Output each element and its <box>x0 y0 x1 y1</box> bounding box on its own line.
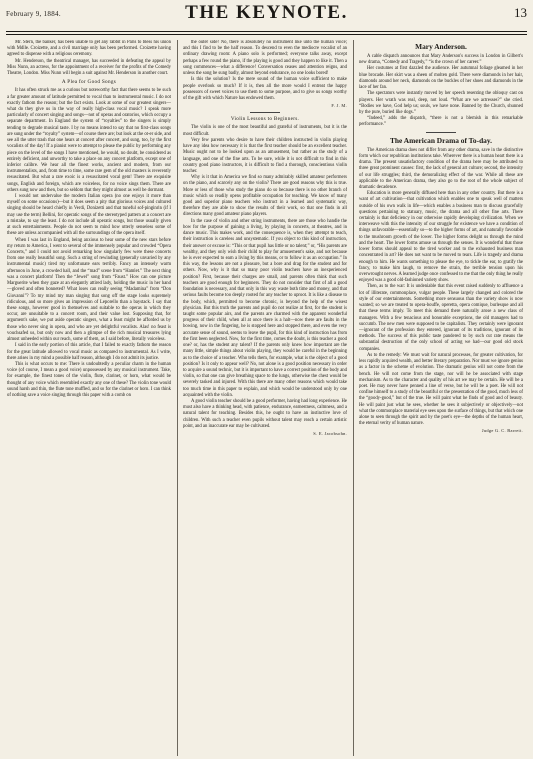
author-byline: S. E. Jacobsohn. <box>313 431 347 437</box>
masthead <box>6 2 527 28</box>
masthead-rule-top <box>6 31 527 32</box>
column-2 <box>183 40 347 756</box>
article-paragraph: Why is it that in America we find so many admirably skilled amateur performers on the piano, and scarcely any on the violin? There are good reasons why this is true. More or less of those who study the piano do so because there is no other branch of music which so readily opens profitable occupation for teaching. We know of many good and superior piano teachers who instruct in a learned and systematic way, therefore they are able to show the results of their work, so that one finds in all directions many good amateur piano players. <box>183 175 347 218</box>
column-divider <box>177 40 178 756</box>
article-paragraph: When I was last in England, being anxious to hear some of the new stars before my return to America, I went to several of the immensely popular and crowded “Opera Concerts,” and I could not avoid remarking how singularly few were these concerts from one really beautiful song. Such a string of rewinding (generally unvaried by any instrumental music) tired my unfortunate ears terribly. Fancy an intensely warm afternoon in June, a crowded hall, and the “mad” scene from “Hamlet.” The next thing was a concert platform! Then the “Jewel” song from “Faust.” How can one picture Marguerite when they gaze at an elegantly attired lady, holding the music in her hand—gloved and often bonneted? What loses can really seeing “Madamina” from “Don Giovanni”? To my mind my man singing that song off the stage looks supremely ridiculous, and so more gives an impression of Leporello than a baystack. I say that these songs, however good in themselves and suitable to the operas in which they occur, are unsuitable to a concert room, and their value lost. Supposing that, for argument's sake, we put aside operatic singers, what a feast might be afforded us by those who never sing in opera, and who are yet delightful vocalists. Alas! no feast is vouchsafed us, but only now and then a glimpse of the rich musical treasures lying almost unheeded within our reach, some of them, as I said before, literally voiceless. <box>7 237 171 343</box>
masthead-rule-bottom <box>6 34 527 35</box>
article-title-mary-anderson: Mary Anderson. <box>415 42 467 51</box>
article-paragraph: As to the remedy: We must wait for natural processes, for greater cultivation, for less rapidly acquired wealth, and better literary preparation. Nor must we ignore genius as a factor in the scheme of evolution. The dramatic genius will not come from the bench. He will not come from the stage, nor will he be associated with stage mechanism. As to the character and quality of his art we may be certain. He will be a poet. He may never have penned a line of verse, but he will be a poet. He will not confine himself to a study of the beautiful or the presentation of the good, much less of the “goody-good,” but of the true. He will paint what he finds of good and of beauty. He will paint just what he sees, whether he sees it subjectively or objectively—not what the commonplace material eye sees upon the surface of things, but that which one alone to seen through the spirit and by the poet's eye—the depths of the human heart, the eternal verity of human nature. <box>359 352 523 427</box>
article-paragraph: The violin is one of the most beautiful and grateful of instruments, but it is the most difficult. <box>183 125 347 137</box>
column-1 <box>7 40 171 756</box>
article-paragraph: It has often struck me as a curious but noteworthy fact that there seems to be such a far greater amount of latitude permitted to vocal than to instrumental music. I do not exactly fathom the reason; but the fact exists. Look at some of our greatest singers—what do they give us in the way of really high-class vocal music? I speak more particularly of concert singing and songs—not of operas and oratorios, which occupy a separate department. In England the system of “royalties” to the singers is simply tending to degrade musical taste. I by no means intend to say that no first-class songs are sung under the “royalty” system—of course there are; but look at the ot-er side, and see all the utter trash that one hears at concert after concert, and sung, too, by the first vocalists of the day! If a pianist were to attempt to please the public by performing any piece on the level of the songs I have mentioned, he would, no doubt, be considered as entirely deficient, and unworthy to take a place on any concert platform, except one of inferior calibre. We hear all the finest works, ancient and modern, from our instrumentalists, and, from time to time, some rare gem of the old masters is reverently resuscitated. But what a rare exoic is a resuscitated vocal gem! There are exquisite songs, English and foreign, which are voiceless, for no voice sings them. There are others sung now and then, but so seldom that they might almost as well be dormant. <box>7 88 171 193</box>
article-paragraph: Is this the solution? Is the mere sound of the human voice sufficient to make people overlook so much? If it is, then all the more would I entreat the happy possessors of sweet voices to use them to some purpose, and to give us songs worthy of the gift with which Nature has endowed them. <box>183 77 347 101</box>
article-title-american-drama: The American Drama of To-day. <box>389 135 493 145</box>
page-number: 13 <box>514 5 527 20</box>
article-paragraph: “Indeed,” adds the dispatch, “there is not a blemish in this remarkable performance.” <box>359 116 523 128</box>
article-paragraph: Then, as to the war: It is undeniable that this event raised suddenly to affluence a lot of illiterate, commonplace, vulgar people. These largely changed and colored the style of our entertainments. Something more sensuous than the variety show is now wanted; so we are treated to opera-bouffe, operetta, opera comique, burlesque and all that these terms imply. To meet this demand there naturally arose a new class of managers. With a few tenacious and honorable exceptions, the old managers had to succumb. The new men were supposed to be capitalists. They certainly were ignorant—ignorant of the profession they entered, ignorant of its traditions, ignorant of its methods. The success of this public taste pandered to by such cut rate means the substantial destruction of the only school of acting we had—our good old stock companies. <box>359 284 523 352</box>
article-paragraph: the outer side! No, there is absolutely no instrument like unto the human voice; and this I find to be the half reason. To descend to even the mediocre vocalist of an ordinary drawing room: A piano solo is performed; everyone talks away, except perhaps a few round the piano, if the playing is good and they happen to like it. Then a song commences—what a difference! Conversation ceases and attention reigns, and unless the song be sung badly, almost beyond endurance, no one looks bored! <box>183 40 347 77</box>
article-paragraph: This is what occurs to me: There is undoubtedly a peculiar charm in the human voice (of course, I mean a good voice) unpossessed by any musical instrument. Take, for example, the finest tones of the violin, flute, clarinet, or horn, what would be thought of any voice which resembled exactly any one of these? The violin tone would sound harsh and thin, the flute tone muffled, and so for the clarinet or horn. I can think of nothing save a voice singing through this paper with a comb on <box>7 361 171 399</box>
author-byline: Judge G. C. Barrett. <box>481 428 523 434</box>
article-paragraph: Her costumes at first dazzled the audience. Her autumnal foliage gleamed in her blue brocade. Her skirt was a sheen of molten gold. There were diamonds in her hair, diamonds around her neck, diamonds on the buckles of her shoes and diamonds in the lace of her fan. <box>359 66 523 91</box>
issue-date: February 9, 1884. <box>6 10 61 18</box>
news-paragraph: Mr. Stern, the banker, has been unable to get any rabbit in Paris to bless his union with Mdlle. Croizette, and a civil marriage only has been performed. Croizette having agreed to dispense with a religious ceremony. <box>7 40 171 58</box>
news-paragraph: Mr. Henderson, the theatrical manager, has succeeded in defeating the appeal by Miss Nunn, an actress, for the appointment of a receiver for the profits of the Comedy Theatre, London. Miss Nunn will begin a suit against Mr. Henderson in another court. <box>7 58 171 77</box>
article-paragraph: A cable dispatch announces that Mary Anderson's success in London in Gilbert's new drama, “Comedy and Tragedy,” “is the crown of her career.” <box>359 54 523 66</box>
article-title-violin-lessons: Violin Lessons to Beginners. <box>230 116 300 123</box>
article-divider <box>250 112 280 113</box>
article-paragraph: I said in the early portion of this article, that I failed to exactly fathom the reason for the great latitude allowed to vocal music as compared to instrumental. As I write, there arises in my mind a possible half reason, although I do not admit its justice. <box>7 343 171 361</box>
article-paragraph: I would not undervalue the modern Italian opera (no one enjoys it more than myself on some occasions)—but it does seem a pity that glorious voices and cultured singing should be heard chiefly in Verdi, Donizetti and that tuneful sof-pinginrin (if I may use the term) Bellini, for operatic songs of the stereotyped pattern at a concert are a mistake, to say the least. I do not include all operatic songs, but those usually given at such entertainments. People do not seem to mind how utterly senseless some of these are unless accompanied with all the surroundings of the opera itself. <box>7 194 171 237</box>
article-paragraph: The American drama does not differ from any other drama, save in the distinctive form which our republican institutions take. Wherever there is a human heart there is a drama. The present unsatisfactory condition of the drama here may be attributed to three great prominent causes: first, the lack of general art culture; second, the intensity of our life struggles; third, the demoralizing effect of the war. While all these are applicable to the American drama, they also go to the root of the whole subject of dramatic decadence. <box>359 147 523 190</box>
article-paragraph: In the case of violin and other string instruments, there are those who handle the bow for the purpose of gaining a living, by playing in concerts, at theatres, and in dance music. This makes work, and the consequence is, when they attempt to teach, their instruction is careless and unsystematic. If you object to this kind of instruction, their answer or excuse is: “This or that pupil has little or no talent;” or, “His parents are wealthy, and they only wish their child to play for amusement's sake, and not because he is ever expected to earn a living by this means, or to follow it as an occupation.” In this way, the lessons are not a pleasure, but a bore and drag for the student and for others. Now, why is it that so many poor violin teachers have an inexperienced position? First, because their charges are small, and parents often think that such teachers are good enough for beginners. They do not consider that first of all a good foundation is necessary, and that only in this way waste both time and money, and that serious faults become too deeply rooted for any teacher to uproot. It is like a disease to the body, which, permitted to become chronic, is beyond the help of the wisest physician. But this truth the parents and pupil do not realize at first, for the student is taught some popular airs, and the parents are charmed with the apparent wonderful progress of their child, when all at once there is a halt—now there are faults in the bowing, now in the fingering, he is stopped here and stopped there, and even the very accurate sense of sound, seems to leave the pupil, for this kind of instruction has from the first been neglected. Now, for the first time, comes the doubt, is this teacher a good one? or, has the student any talent? If the parents only knew how important are the many little, simple things about violin playing, they would be careful in the beginning as to the choice of a teacher. Who tells them, for example, what is the object of a good position? Is it only to appear well? No, not alone is a good position necessary in order to acquire a sound technic, but it is important to have a correct position of the body and violin, so that one can give breathing space to the lungs, otherwise the chest would be severely tasked and injured. With this there are many other reasons which would take too much time in this paper to explain, and which would be understood only by one acquainted with the violin. <box>183 218 347 398</box>
author-initials: F. J. M. <box>331 103 347 109</box>
column-divider <box>353 40 354 756</box>
article-title-good-songs: A Plea for Good Songs <box>61 79 117 86</box>
article-paragraph: Education is more generally diffused here than in any other country. But there is a want of art cultivation—that cultivation which enables one to speak well of matters outside of his own walk in life—which enables a business man to discuss gracefully questions pertaining to statuary, music, the drama and all other fine arts. There certainly is that deficiency in our otherwise rapidly developing civilization. When we interweave with this the intensity of our struggle for existence we have a condition of things unfavorable—essentially so—to the higher forms of art, and naturally favorable to the mushroom growth of the lower. The higher forms delight us through the mind and the heart. The lower forms amuse us through the senses. It is wonderful that those lower forms should appeal to the tired worker and to the exhausted business man concentrated in art? He does not want to be moved to tears. Life is tragedy and drama enough to him. He wants something to please the eye, to tickle the ear, to gratify the fancy, to make him laugh, to remove the strain, the terrible tension upon his overwrought nerves. A learned judge once confessed to me that the only thing he really enjoyed was a good old-fashioned variety show. <box>359 191 523 284</box>
newspaper-title: THE KEYNOTE. <box>185 2 348 23</box>
article-paragraph: A good violin teacher should be a good performer, having had long experience. He must also have a thinking head, with patience, endurance, earnestness, calmness, and a natural talent for teaching. Besides this, he ought to have an instinctive love of children. With such a teacher even pupils without talent may reach a certain artistic point, and an inaccurate ear may be cultivated. <box>183 399 347 429</box>
article-paragraph: The spectators were instantly moved by her speech resenting the obloquy cast on players. Her wrath was real, deep, not loud. “What are we actresses?” she cried. “Bodies we have, God help us; souls, we have none. Banned by the Church, shunned by the pure, buried like dogs.” <box>359 91 523 115</box>
article-divider <box>426 132 456 133</box>
article-paragraph: Very few parents who desire to have their children instructed in violin playing have any idea how necessary it is that the first teacher should be an excellent teacher. Music ought not to be looked upon as an amusement, but rather as the study of a language, and one of the fine arts. To be sure, while it is not difficult to find in this country good piano instructors, it is difficult to find a thorough, conscientious violin teacher. <box>183 137 347 174</box>
column-3 <box>359 40 523 756</box>
